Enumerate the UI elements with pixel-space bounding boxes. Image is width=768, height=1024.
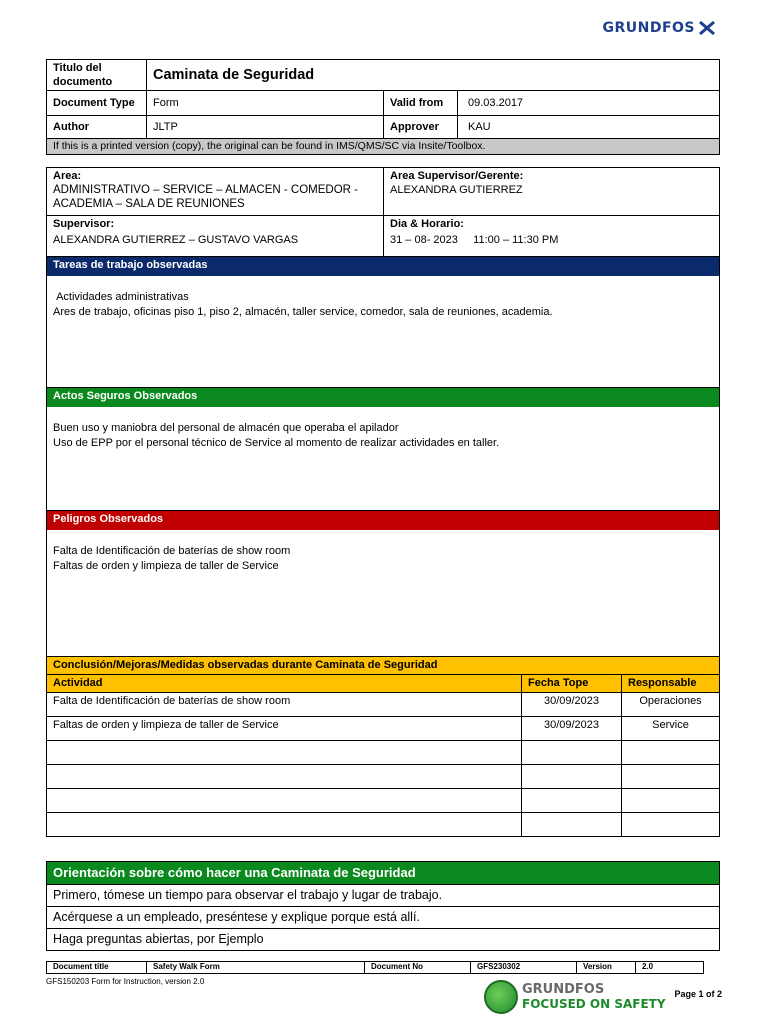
supervisor-value: ALEXANDRA GUTIERREZ – GUSTAVO VARGAS [53,234,299,246]
footer-doc-title: Safety Walk Form [147,962,365,974]
col-fecha-tope: Fecha Tope [522,675,622,693]
orientation-line-2: Acérquese a un empleado, preséntese y explique porque está allí. [47,907,720,929]
form-note: GFS150203 Form for Instruction, version 2.0 [46,977,205,986]
row-1-actividad: Falta de Identificación de baterías de show room [47,693,522,717]
orientation-title: Orientación sobre cómo hacer una Caminata de Seguridad [47,862,720,885]
area-label: Area: [53,170,82,182]
empty-cell [622,813,720,837]
table-row [47,741,720,765]
grundfos-logo [602,20,716,36]
peligros-line-2: Faltas de orden y limpieza de taller de Service [53,560,279,572]
empty-cell [522,789,622,813]
orientation-table [46,861,720,951]
empty-cell [47,741,522,765]
safety-slogan: FOCUSED ON SAFETY [522,997,666,1011]
row-2-fecha: 30/09/2023 [522,717,622,741]
actos-title: Actos Seguros Observados [47,388,719,407]
page-number: Page 1 of 2 [674,989,722,999]
footer-doc-no-label: Document No [365,962,471,974]
area-value: ADMINISTRATIVO – SERVICE – ALMACEN - COMEDOR - ACADEMIA – SALA DE REUNIONES [53,184,359,210]
empty-cell [522,765,622,789]
orientation-line-1: Primero, tómese un tiempo para observar el trabajo y lugar de trabajo. [47,885,720,907]
footer-version-label: Version [577,962,636,974]
table-row [47,765,720,789]
empty-cell [522,813,622,837]
empty-cell [47,765,522,789]
approver-label: Approver [384,116,458,139]
col-responsable: Responsable [622,675,720,693]
approver-value: KAU [458,116,720,139]
doc-type-label: Document Type [47,91,147,116]
valid-from-label: Valid from [384,91,458,116]
logo-text: GRUNDFOS [602,20,695,36]
row-1-fecha: 30/09/2023 [522,693,622,717]
tareas-section [46,256,720,388]
valid-from-value: 09.03.2017 [458,91,720,116]
empty-cell [47,813,522,837]
supervisor-label: Supervisor: [53,218,115,230]
globe-icon [484,980,518,1014]
footer-version: 2.0 [636,962,704,974]
dia-horario-value: 31 – 08- 2023 11:00 – 11:30 PM [390,234,559,246]
empty-cell [522,741,622,765]
table-row [47,813,720,837]
info-table [46,167,720,257]
grundfos-x-icon [698,20,716,36]
footer-doc-title-label: Document title [47,962,147,974]
area-supervisor-value: ALEXANDRA GUTIERREZ [390,184,523,196]
peligros-section [46,510,720,657]
footer-doc-no: GFS230302 [471,962,577,974]
table-row [47,789,720,813]
col-actividad: Actividad [47,675,522,693]
row-2-actividad: Faltas de orden y limpieza de taller de Service [47,717,522,741]
peligros-line-1: Falta de Identificación de baterías de show room [53,545,291,557]
title-label: Titulo del documento [47,60,147,91]
dia-horario-label: Dia & Horario: [390,218,464,230]
author-label: Author [47,116,147,139]
tareas-line-2: Ares de trabajo, oficinas piso 1, piso 2, almacén, taller service, comedor, sala de reuniones, academia. [53,306,553,318]
footer-table [46,961,704,974]
orientation-line-3: Haga preguntas abiertas, por Ejemplo [47,929,720,951]
actos-line-1: Buen uso y maniobra del personal de almacén que operaba el apilador [53,422,399,434]
area-supervisor-label: Area Supervisor/Gerente: [390,170,524,182]
empty-cell [622,741,720,765]
empty-cell [622,789,720,813]
peligros-title: Peligros Observados [47,511,719,530]
row-1-responsable: Operaciones [622,693,720,717]
table-row [47,693,720,717]
row-2-responsable: Service [622,717,720,741]
document-title: Caminata de Seguridad [147,60,720,91]
tareas-title: Tareas de trabajo observadas [47,257,719,276]
focused-on-safety-logo [484,980,666,1014]
doc-type-value: Form [147,91,384,116]
author-value: JLTP [147,116,384,139]
tareas-line-1: Actividades administrativas [53,291,189,303]
header-table [46,59,720,155]
empty-cell [622,765,720,789]
printed-copy-notice: If this is a printed version (copy), the original can be found in IMS/QMS/SC via Insite/Toolbox. [47,139,720,155]
conclusion-table [46,656,720,837]
actos-line-2: Uso de EPP por el personal técnico de Service al momento de realizar actividades en taller. [53,437,500,449]
actos-section [46,387,720,511]
safety-brand: GRUNDFOS [522,982,605,997]
empty-cell [47,789,522,813]
table-row [47,717,720,741]
conclusion-title: Conclusión/Mejoras/Medidas observadas durante Caminata de Seguridad [47,657,720,675]
